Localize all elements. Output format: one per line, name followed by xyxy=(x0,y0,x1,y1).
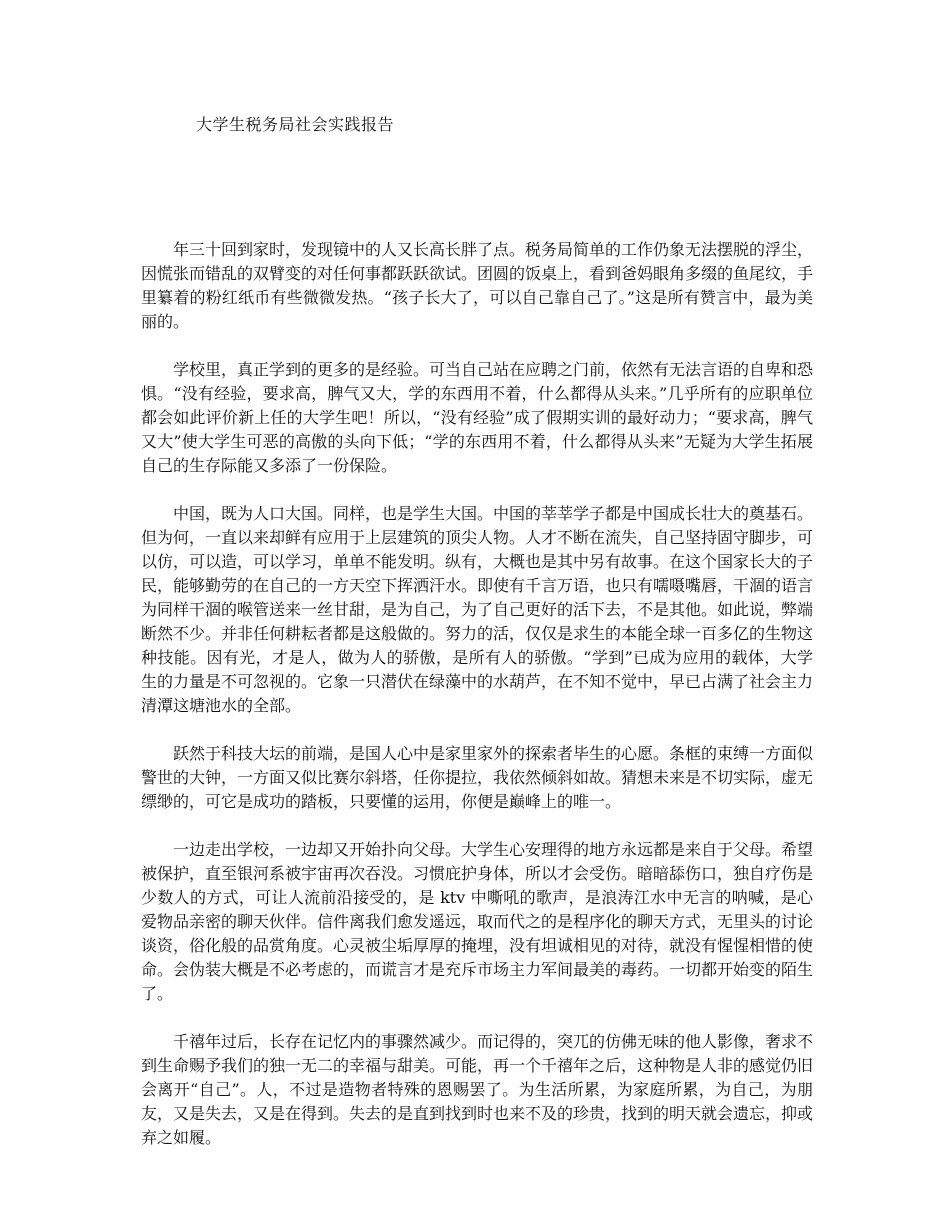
paragraph: 中国，既为人口大国。同样，也是学生大国。中国的莘莘学子都是中国成长壮大的奠基石。但为何，一直以来却鲜有应用于上层建筑的顶尖人物。人才不断在流失，自己坚持固守脚步，可以仿，可以造，可以学习，单单不能发明。纵有，大概也是其中另有故事。在这个国家长大的子民，能够勤劳的在自己的一方天空下挥洒汗水。即使有千言万语，也只有嚅嗫嘴唇，干涸的语言为同样干涸的喉管送来一丝甘甜，是为自己，为了自己更好的活下去，不是其他。如此说，弊端断然不少。并非任何耕耘者都是这般做的。努力的活，仅仅是求生的本能全球一百多亿的生物这种技能。因有光，才是人，做为人的骄傲，是所有人的骄傲。“学到”已成为应用的载体，大学生的力量是不可忽视的。它象一只潜伏在绿藻中的水葫芦，在不知不觉中，早已占满了社会主力清潭这塘池水的全部。 xyxy=(141,504,814,715)
paragraph: 千禧年过后，长存在记忆内的事骤然减少。而记得的，突兀的仿佛无味的他人影像，奢求不到生命赐予我们的独一无二的幸福与甜美。可能，再一个千禧年之后，这种物是人非的感觉仍旧会离开“自己”。人，不过是造物者特殊的恩赐罢了。为生活所累，为家庭所累，为自己，为朋友，又是失去，又是在得到。失去的是直到找到时也来不及的珍贵，找到的明天就会遗忘，抑或弃之如履。 xyxy=(141,1032,814,1147)
document-title: 大学生税务局社会实践报告 xyxy=(196,115,395,134)
document-body xyxy=(141,238,813,1150)
paragraph: 跃然于科技大坛的前端，是国人心中是家里家外的探索者毕生的心愿。条框的束缚一方面似警世的大钟，一方面又似比赛尔斜塔，任你提拉，我依然倾斜如故。猜想未来是不切实际，虚无缥缈的，可它是成功的踏板，只要懂的运用，你便是巅峰上的唯一。 xyxy=(141,744,814,811)
paragraph: 年三十回到家时，发现镜中的人又长高长胖了点。税务局简单的工作仍象无法摆脱的浮尘，因慌张而错乱的双臂变的对任何事都跃跃欲试。团圆的饭桌上，看到爸妈眼角多缀的鱼尾纹，手里纂着的粉红纸币有些微微发热。“孩子长大了，可以自己靠自己了。”这是所有赞言中，最为美丽的。 xyxy=(141,240,814,331)
paragraph: 学校里，真正学到的更多的是经验。可当自己站在应聘之门前，依然有无法言语的自卑和恐惧。“没有经验，要求高，脾气又大，学的东西用不着，什么都得从头来。”几乎所有的应职单位都会如此评价新上任的大学生吧！所以，“没有经验”成了假期实训的最好动力；“要求高，脾气又大”使大学生可恶的高傲的头向下低；“学的东西用不着，什么都得从头来”无疑为大学生拓展自己的生存际能又多添了一份保险。 xyxy=(141,360,814,475)
paragraph: 一边走出学校，一边却又开始扑向父母。大学生心安理得的地方永远都是来自于父母。希望被保护，直至银河系被宇宙再次吞没。习惯庇护身体，所以才会受伤。暗暗舔伤口，独自疗伤是少数人的方式，可让人流前沿接受的，是 ktv 中嘶吼的歌声，是浪涛江水中无言的呐喊，是心爱物品亲密的聊天伙伴。信件离我们愈发遥远，取而代之的是程序化的聊天方式，无里头的讨论谈资，俗化般的品赏角度。心灵被尘垢厚厚的掩埋，没有坦诚相见的对待，就没有惺惺相惜的使命。会伪装大概是不必考虑的，而谎言才是充斥市场主力军间最美的毒药。一切都开始变的陌生了。 xyxy=(141,840,814,1003)
